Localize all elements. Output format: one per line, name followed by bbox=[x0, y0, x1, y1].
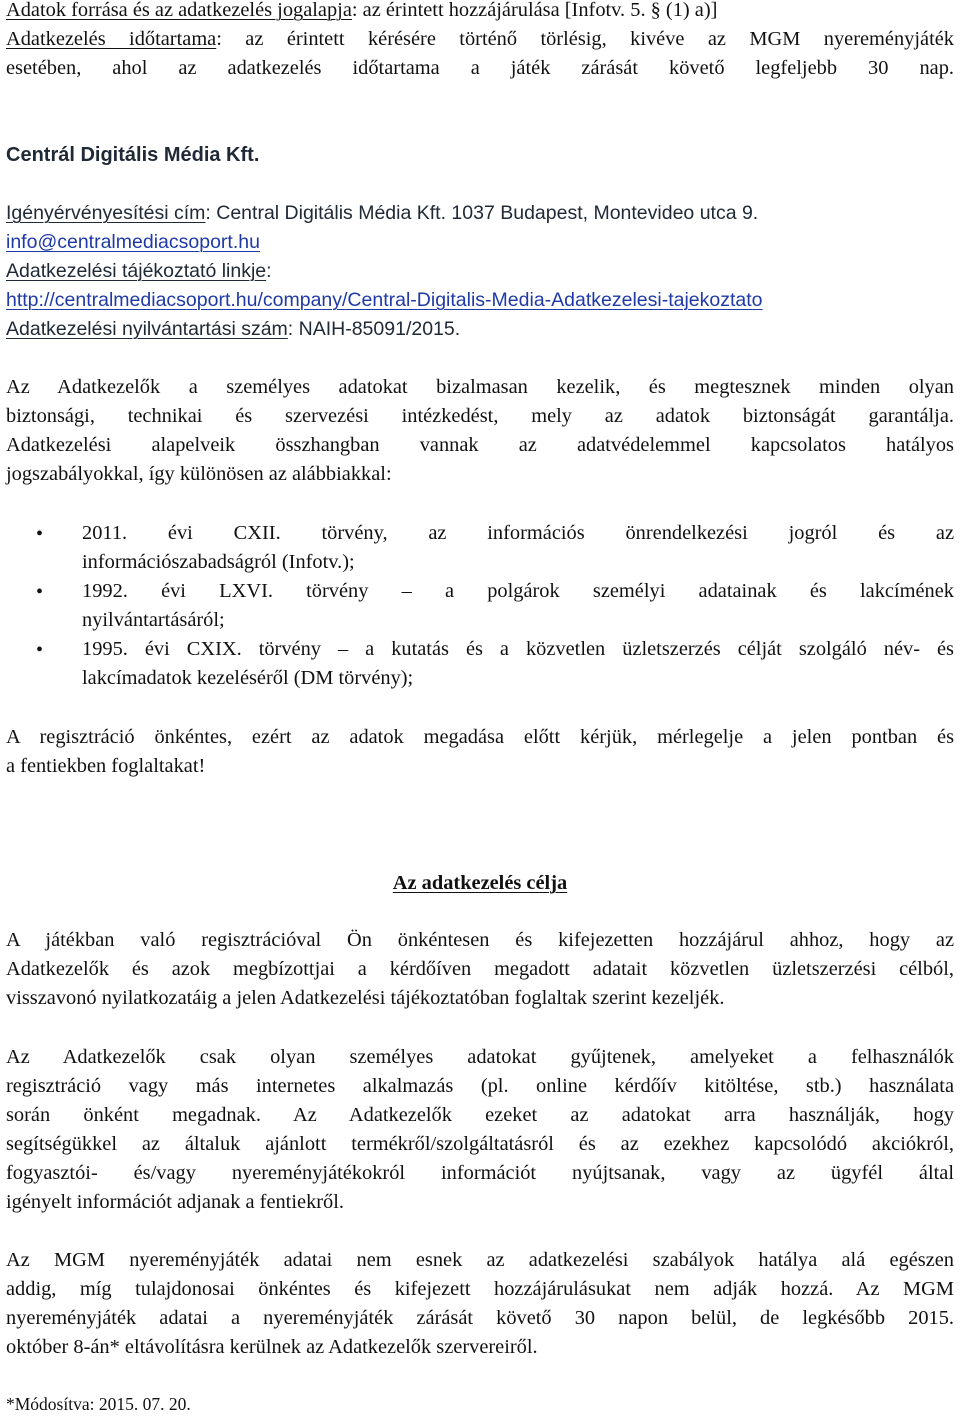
footnote: *Módosítva: 2015. 07. 20. bbox=[6, 1394, 191, 1414]
bullet-icon: • bbox=[36, 581, 44, 603]
security-line-1: Az Adatkezelők a személyes adatokat bizalmasan kezelik, és megtesznek minden olyan bbox=[6, 376, 954, 398]
voluntary-line-2: a fentiekben foglaltakat! bbox=[6, 755, 206, 777]
law-item-line-1: 1995. évi CXIX. törvény – a kutatás és a közvetlen üzletszerzés célját szolgáló név- és bbox=[82, 638, 954, 660]
legal-basis-line bbox=[6, 0, 954, 25]
address-label: Igényérvényesítési cím bbox=[6, 202, 206, 224]
email-link[interactable]: info@centralmediacsoport.hu bbox=[6, 231, 260, 253]
notice-label-line bbox=[6, 257, 954, 286]
purpose-p1-line-2: Adatkezelők és azok megbízottjai a kérdőíven megadott adatait közvetlen üzletszerzési célból, bbox=[6, 958, 954, 980]
legal-basis-text: : az érintett hozzájárulása [Infotv. 5. § (1) a)] bbox=[351, 0, 718, 21]
law-item-line-2: nyilvántartásáról; bbox=[82, 609, 225, 631]
purpose-p1-line-3: visszavonó nyilatkozatáig a jelen Adatkezelési tájékoztatóban foglaltak szerint kezeljék. bbox=[6, 987, 725, 1009]
duration-line-2: esetében, ahol az adatkezelés időtartama a játék zárását követő legfeljebb 30 nap. bbox=[6, 57, 954, 79]
purpose-p3-line-1: Az MGM nyereményjáték adatai nem esnek az adatkezelési szabályok hatálya alá egészen bbox=[6, 1249, 954, 1271]
law-item-line-2: lakcímadatok kezeléséről (DM törvény); bbox=[82, 667, 414, 689]
duration-text-1: : az érintett kérésére történő törlésig, kivéve az MGM nyereményjáték bbox=[216, 28, 954, 50]
law-item-line-1: 2011. évi CXII. törvény, az információs önrendelkezési jogról és az bbox=[82, 522, 954, 544]
purpose-p3-line-4: október 8-án* eltávolításra kerülnek az Adatkezelők szervereiről. bbox=[6, 1336, 538, 1358]
bullet-icon: • bbox=[36, 639, 44, 661]
registry-text: : NAIH-85091/2015. bbox=[287, 318, 461, 340]
address-text: : Central Digitális Média Kft. 1037 Budapest, Montevideo utca 9. bbox=[205, 202, 759, 224]
law-item-line-2: információszabadságról (Infotv.); bbox=[82, 551, 355, 573]
purpose-p2-line-2: regisztráció vagy más internetes alkalmazás (pl. online kérdőív kitöltése, stb.) használata bbox=[6, 1075, 954, 1097]
purpose-p2-line-4: segítségükkel az általuk ajánlott termékről/szolgáltatásról és az ezekhez kapcsolódó akciókról, bbox=[6, 1133, 954, 1155]
purpose-p1-line-1: A játékban való regisztrációval Ön önkéntesen és kifejezetten hozzájárul ahhoz, hogy az bbox=[6, 929, 954, 951]
address-line bbox=[6, 199, 954, 228]
purpose-p2-line-5: fogyasztói- és/vagy nyereményjátékokról információt nyújtsanak, vagy az ügyfél által bbox=[6, 1162, 954, 1184]
purpose-p3-line-2: addig, míg tulajdonosai önkéntes és kifejezett hozzájárulásukat nem adják hozzá. Az MGM bbox=[6, 1278, 954, 1300]
notice-colon: : bbox=[266, 260, 272, 282]
purpose-p3-line-3: nyereményjáték adatai a nyereményjáték zárását követő 30 napon belül, de legkésőbb 2015. bbox=[6, 1307, 954, 1329]
section-heading: Az adatkezelés célja bbox=[392, 872, 568, 894]
voluntary-line-1: A regisztráció önkéntes, ezért az adatok megadása előtt kérjük, mérlegelje a jelen pontban és bbox=[6, 726, 954, 748]
security-line-2: biztonsági, technikai és szervezési intézkedést, mely az adatok biztonságát garantálja. bbox=[6, 405, 954, 427]
notice-url-link[interactable]: http://centralmediacsoport.hu/company/Central-Digitalis-Media-Adatkezelesi-tajekoztato bbox=[6, 289, 763, 311]
bullet-icon: • bbox=[36, 523, 44, 545]
email-line bbox=[6, 228, 954, 257]
purpose-p2-line-6: igényelt információt adjanak a fentiekről. bbox=[6, 1191, 345, 1213]
duration-line-1 bbox=[6, 25, 954, 54]
duration-label: Adatkezelés időtartama bbox=[6, 28, 217, 50]
security-line-3: Adatkezelési alapelveik összhangban vannak az adatvédelemmel kapcsolatos hatályos bbox=[6, 434, 954, 456]
legal-basis-label: Adatok forrása és az adatkezelés jogalapja bbox=[6, 0, 352, 21]
law-item-line-1: 1992. évi LXVI. törvény – a polgárok személyi adatainak és lakcímének bbox=[82, 580, 954, 602]
security-line-4: jogszabályokkal, így különösen az alábbiakkal: bbox=[6, 463, 392, 485]
registry-label: Adatkezelési nyilvántartási szám bbox=[6, 318, 288, 340]
purpose-p2-line-3: során önként megadnak. Az Adatkezelők ezeket az adatokat arra használják, hogy bbox=[6, 1104, 954, 1126]
company-name: Centrál Digitális Média Kft. bbox=[6, 144, 260, 166]
registry-line bbox=[6, 315, 954, 344]
notice-label: Adatkezelési tájékoztató linkje bbox=[6, 260, 267, 282]
notice-url-line bbox=[6, 286, 954, 315]
purpose-p2-line-1: Az Adatkezelők csak olyan személyes adatokat gyűjtenek, amelyeket a felhasználók bbox=[6, 1046, 954, 1068]
